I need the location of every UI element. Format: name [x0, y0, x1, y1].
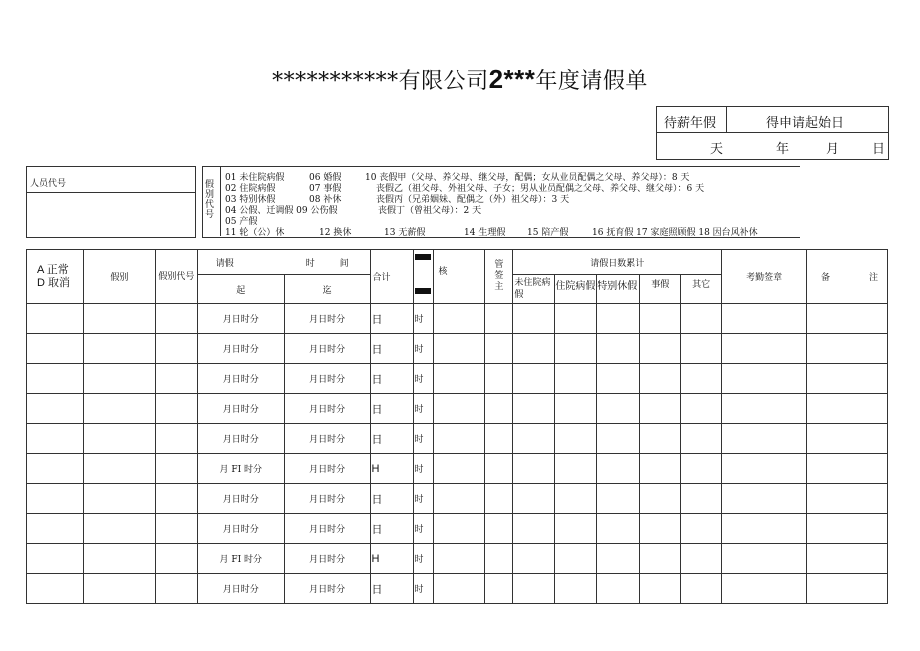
- mark-column-header: [413, 250, 434, 304]
- to-cell: 月日时分: [284, 544, 370, 574]
- table-row: [27, 364, 888, 394]
- attendance-sign-cell[interactable]: [722, 304, 807, 334]
- attendance-sign-cell[interactable]: [722, 544, 807, 574]
- total-hour-cell: 时: [413, 574, 434, 604]
- remarks-cell[interactable]: [807, 394, 888, 424]
- annual-leave-year: 年: [776, 142, 790, 157]
- special-days-cell[interactable]: [597, 394, 640, 424]
- unhospitalized-days-cell[interactable]: [513, 304, 555, 334]
- remarks-cell[interactable]: [807, 424, 888, 454]
- total-hour-cell: 时: [413, 334, 434, 364]
- special-days-cell[interactable]: [597, 574, 640, 604]
- supervisor-cell[interactable]: [485, 454, 513, 484]
- unhospitalized-days-cell[interactable]: [513, 484, 555, 514]
- sub-col-other: 其它: [681, 275, 722, 304]
- remarks-cell[interactable]: [807, 364, 888, 394]
- annual-leave-month: 月: [826, 142, 840, 157]
- check-cell[interactable]: [434, 514, 485, 544]
- total-day-cell: 日: [370, 514, 391, 544]
- remarks-cell[interactable]: [807, 484, 888, 514]
- annual-leave-label: 待薪年假: [664, 115, 717, 130]
- attendance-sign-cell[interactable]: [722, 454, 807, 484]
- total-day-cell: 日: [370, 484, 391, 514]
- leave-type-cell[interactable]: [83, 334, 155, 364]
- attendance-sign-cell[interactable]: [722, 424, 807, 454]
- to-cell: 月日时分: [284, 334, 370, 364]
- check-cell[interactable]: [434, 304, 485, 334]
- leave-type-header: 假别: [83, 250, 155, 304]
- sub-col-personal: 事假: [640, 275, 681, 304]
- table-row: [27, 394, 888, 424]
- supervisor-cell[interactable]: [485, 394, 513, 424]
- other-days-cell[interactable]: [681, 304, 722, 334]
- to-cell: 月日时分: [284, 574, 370, 604]
- total-day-cell: 日: [370, 304, 391, 334]
- other-days-cell[interactable]: [681, 484, 722, 514]
- days-summary-header: 请假日数累计: [513, 250, 722, 275]
- unhospitalized-days-cell[interactable]: [513, 424, 555, 454]
- remarks-cell[interactable]: [807, 334, 888, 364]
- special-days-cell[interactable]: [597, 304, 640, 334]
- status-header: A 正常 D 取消: [27, 250, 84, 304]
- title-year: 2***: [488, 64, 536, 94]
- from-cell: 月日时分: [197, 334, 284, 364]
- check-cell[interactable]: [434, 544, 485, 574]
- leave-type-cell[interactable]: [83, 364, 155, 394]
- hospitalized-days-cell[interactable]: [555, 514, 597, 544]
- sub-col-special: 特别休假: [597, 275, 640, 304]
- leave-table: [26, 249, 888, 604]
- total-blank-cell: [391, 334, 413, 364]
- total-day-cell: H: [370, 454, 391, 484]
- other-days-cell[interactable]: [681, 544, 722, 574]
- supervisor-cell[interactable]: [485, 334, 513, 364]
- other-days-cell[interactable]: [681, 394, 722, 424]
- mark-bar-top: [415, 254, 431, 260]
- other-days-cell[interactable]: [681, 514, 722, 544]
- total-blank-cell: [391, 454, 413, 484]
- status-cell[interactable]: [27, 334, 84, 364]
- leave-code-cell[interactable]: [155, 304, 197, 334]
- from-cell: 月 FI 时分: [197, 544, 284, 574]
- total-blank-cell: [391, 424, 413, 454]
- leave-code-cell[interactable]: [155, 334, 197, 364]
- hospitalized-days-cell[interactable]: [555, 544, 597, 574]
- employee-code-label: 人员代号: [30, 179, 67, 189]
- attendance-sign-cell[interactable]: [722, 364, 807, 394]
- total-blank-cell: [391, 394, 413, 424]
- table-row: [27, 484, 888, 514]
- unhospitalized-days-cell[interactable]: [513, 394, 555, 424]
- leave-code-cell[interactable]: [155, 454, 197, 484]
- status-cell[interactable]: [27, 544, 84, 574]
- table-row: [27, 334, 888, 364]
- unhospitalized-days-cell[interactable]: [513, 364, 555, 394]
- hospitalized-days-cell[interactable]: [555, 484, 597, 514]
- check-cell[interactable]: [434, 424, 485, 454]
- remarks-cell[interactable]: [807, 304, 888, 334]
- personal-days-cell[interactable]: [640, 364, 681, 394]
- table-row: [27, 514, 888, 544]
- hospitalized-days-cell[interactable]: [555, 454, 597, 484]
- remarks-header: 备 注: [807, 250, 888, 304]
- leave-code-cell[interactable]: [155, 424, 197, 454]
- table-row: [27, 304, 888, 334]
- total-day-cell: 日: [370, 334, 391, 364]
- leave-code-cell[interactable]: [155, 544, 197, 574]
- status-cell[interactable]: [27, 364, 84, 394]
- total-hour-cell: 时: [413, 364, 434, 394]
- leave-type-cell[interactable]: [83, 514, 155, 544]
- personal-days-cell[interactable]: [640, 334, 681, 364]
- check-cell[interactable]: [434, 574, 485, 604]
- attendance-sign-cell[interactable]: [722, 334, 807, 364]
- remarks-cell[interactable]: [807, 514, 888, 544]
- check-cell[interactable]: [434, 394, 485, 424]
- total-day-cell: 日: [370, 424, 391, 454]
- other-days-cell[interactable]: [681, 364, 722, 394]
- personal-days-cell[interactable]: [640, 544, 681, 574]
- table-body: [27, 304, 888, 604]
- supervisor-cell[interactable]: [485, 484, 513, 514]
- leave-code-cell[interactable]: [155, 364, 197, 394]
- from-cell: 月日时分: [197, 514, 284, 544]
- remarks-cell[interactable]: [807, 544, 888, 574]
- total-day-cell: 日: [370, 364, 391, 394]
- total-blank-cell: [391, 574, 413, 604]
- mark-bar-bottom: [415, 288, 431, 294]
- hospitalized-days-cell[interactable]: [555, 304, 597, 334]
- other-days-cell[interactable]: [681, 334, 722, 364]
- from-cell: 月日时分: [197, 394, 284, 424]
- personal-days-cell[interactable]: [640, 484, 681, 514]
- special-days-cell[interactable]: [597, 424, 640, 454]
- other-days-cell[interactable]: [681, 574, 722, 604]
- total-blank-cell: [391, 514, 413, 544]
- total-hour-cell: 时: [413, 484, 434, 514]
- supervisor-sign-header: 管签主: [485, 250, 513, 304]
- to-cell: 月日时分: [284, 514, 370, 544]
- other-days-cell[interactable]: [681, 424, 722, 454]
- total-day-cell: 日: [370, 574, 391, 604]
- to-cell: 月日时分: [284, 394, 370, 424]
- from-cell: 月 FI 时分: [197, 454, 284, 484]
- total-hour-cell: 时: [413, 304, 434, 334]
- status-cell[interactable]: [27, 484, 84, 514]
- special-days-cell[interactable]: [597, 364, 640, 394]
- special-days-cell[interactable]: [597, 484, 640, 514]
- unhospitalized-days-cell[interactable]: [513, 574, 555, 604]
- other-days-cell[interactable]: [681, 454, 722, 484]
- from-header: 起: [197, 275, 284, 304]
- check-cell[interactable]: [434, 454, 485, 484]
- hospitalized-days-cell[interactable]: [555, 394, 597, 424]
- total-blank-cell: [391, 304, 413, 334]
- leave-code-cell[interactable]: [155, 514, 197, 544]
- to-cell: 月日时分: [284, 484, 370, 514]
- attendance-sign-header: 考勤签章: [722, 250, 807, 304]
- total-hour-cell: 时: [413, 394, 434, 424]
- hospitalized-days-cell[interactable]: [555, 364, 597, 394]
- personal-days-cell[interactable]: [640, 394, 681, 424]
- status-cell[interactable]: [27, 514, 84, 544]
- special-days-cell[interactable]: [597, 334, 640, 364]
- table-row: [27, 574, 888, 604]
- total-day-cell: 日: [370, 394, 391, 424]
- from-cell: 月日时分: [197, 484, 284, 514]
- table-row: [27, 424, 888, 454]
- personal-days-cell[interactable]: [640, 574, 681, 604]
- unhospitalized-days-cell[interactable]: [513, 514, 555, 544]
- supervisor-cell[interactable]: [485, 574, 513, 604]
- status-cell[interactable]: [27, 394, 84, 424]
- hospitalized-days-cell[interactable]: [555, 424, 597, 454]
- check-cell[interactable]: [434, 334, 485, 364]
- remarks-cell[interactable]: [807, 454, 888, 484]
- leave-code-cell[interactable]: [155, 574, 197, 604]
- leave-type-cell[interactable]: [83, 394, 155, 424]
- attendance-sign-cell[interactable]: [722, 394, 807, 424]
- leave-type-cell[interactable]: [83, 454, 155, 484]
- attendance-sign-cell[interactable]: [722, 514, 807, 544]
- personal-days-cell[interactable]: [640, 454, 681, 484]
- leave-type-cell[interactable]: [83, 424, 155, 454]
- personal-days-cell[interactable]: [640, 514, 681, 544]
- status-cell[interactable]: [27, 304, 84, 334]
- check-cell[interactable]: [434, 364, 485, 394]
- leave-type-cell[interactable]: [83, 484, 155, 514]
- hospitalized-days-cell[interactable]: [555, 334, 597, 364]
- total-hour-cell: 时: [413, 544, 434, 574]
- from-cell: 月日时分: [197, 574, 284, 604]
- status-cell[interactable]: [27, 574, 84, 604]
- sub-col-hospitalized: 住院病假: [555, 275, 597, 304]
- total-hour-cell: 时: [413, 454, 434, 484]
- check-cell[interactable]: [434, 484, 485, 514]
- unhospitalized-days-cell[interactable]: [513, 544, 555, 574]
- page-title: ***********有限公司2***年度请假单: [272, 64, 648, 94]
- to-header: 迄: [284, 275, 370, 304]
- table-row: [27, 454, 888, 484]
- annual-leave-days: 天: [710, 142, 724, 157]
- total-header: 合计: [370, 250, 413, 304]
- table-row: [27, 544, 888, 574]
- unhospitalized-days-cell[interactable]: [513, 454, 555, 484]
- to-cell: 月日时分: [284, 454, 370, 484]
- annual-leave-start-label: 得申请起始日: [766, 116, 845, 131]
- hospitalized-days-cell[interactable]: [555, 574, 597, 604]
- special-days-cell[interactable]: [597, 514, 640, 544]
- total-blank-cell: [391, 544, 413, 574]
- unhospitalized-days-cell[interactable]: [513, 334, 555, 364]
- total-hour-cell: 时: [413, 514, 434, 544]
- to-cell: 月日时分: [284, 304, 370, 334]
- remarks-cell[interactable]: [807, 574, 888, 604]
- personal-days-cell[interactable]: [640, 304, 681, 334]
- leave-type-cell[interactable]: [83, 304, 155, 334]
- status-cell[interactable]: [27, 424, 84, 454]
- supervisor-cell[interactable]: [485, 364, 513, 394]
- personal-days-cell[interactable]: [640, 424, 681, 454]
- leave-code-header: 假别代号: [155, 250, 197, 304]
- total-hour-cell: 时: [413, 424, 434, 454]
- leave-type-cell[interactable]: [83, 574, 155, 604]
- annual-leave-date: 日: [872, 142, 886, 157]
- to-cell: 月日时分: [284, 364, 370, 394]
- total-day-cell: H: [370, 544, 391, 574]
- to-cell: 月日时分: [284, 424, 370, 454]
- attendance-sign-cell[interactable]: [722, 574, 807, 604]
- sub-col-unhospitalized: 未住院病假: [513, 275, 555, 304]
- supervisor-cell[interactable]: [485, 304, 513, 334]
- special-days-cell[interactable]: [597, 454, 640, 484]
- from-cell: 月日时分: [197, 424, 284, 454]
- from-cell: 月日时分: [197, 364, 284, 394]
- supervisor-cell[interactable]: [485, 544, 513, 574]
- attendance-sign-cell[interactable]: [722, 484, 807, 514]
- from-cell: 月日时分: [197, 304, 284, 334]
- total-blank-cell: [391, 364, 413, 394]
- special-days-cell[interactable]: [597, 544, 640, 574]
- leave-type-cell[interactable]: [83, 544, 155, 574]
- status-cell[interactable]: [27, 454, 84, 484]
- check-header: 核: [434, 250, 485, 304]
- supervisor-cell[interactable]: [485, 514, 513, 544]
- leave-code-cell[interactable]: [155, 394, 197, 424]
- leave-code-cell[interactable]: [155, 484, 197, 514]
- leave-code-vertical-label: 假别代号: [205, 180, 215, 220]
- supervisor-cell[interactable]: [485, 424, 513, 454]
- period-header: 请假 时 间: [197, 250, 370, 275]
- total-blank-cell: [391, 484, 413, 514]
